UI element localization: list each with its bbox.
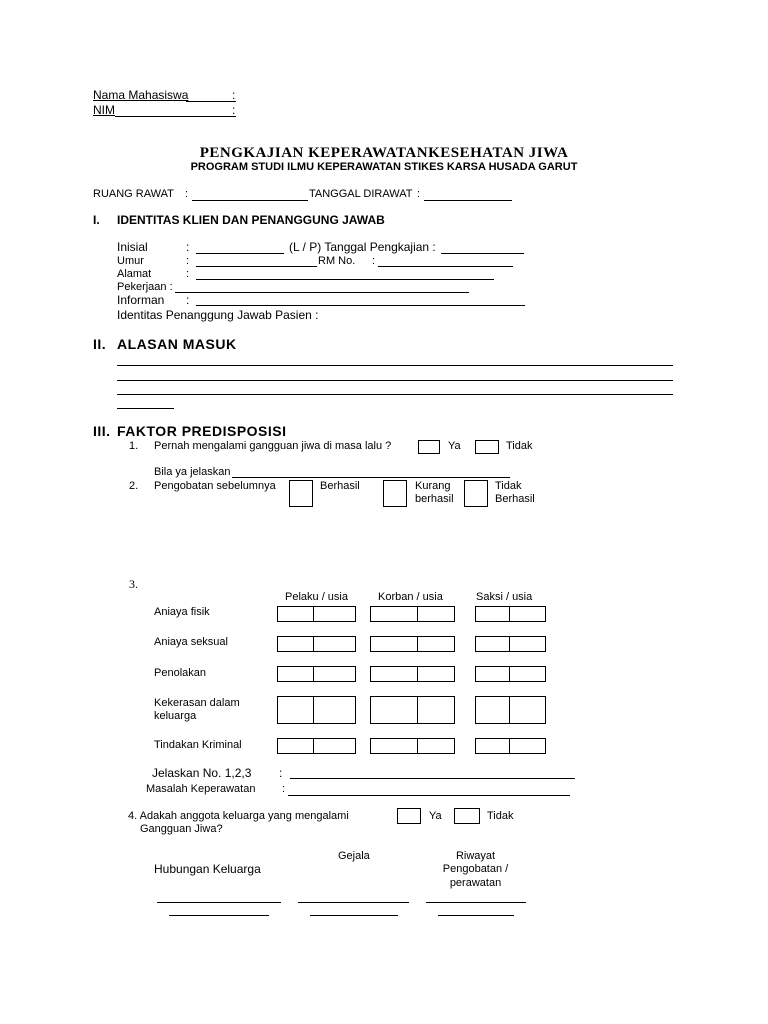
ya-label: Ya: [448, 440, 461, 452]
colon: :: [232, 88, 236, 102]
hubungan-keluarga-line[interactable]: [157, 902, 281, 903]
korban-cell[interactable]: [370, 666, 418, 682]
hubungan-keluarga-header: Hubungan Keluarga: [154, 862, 261, 876]
column-pelaku: Pelaku / usia: [285, 591, 348, 603]
tidak-berhasil-checkbox[interactable]: [464, 480, 488, 507]
tidak-label: Tidak: [506, 440, 533, 452]
pelaku-cell[interactable]: [277, 606, 314, 622]
masalah-keperawatan-line[interactable]: [288, 795, 570, 796]
pelaku-usia-cell[interactable]: [313, 636, 356, 652]
pelaku-usia-cell[interactable]: [313, 696, 356, 724]
korban-usia-cell[interactable]: [417, 696, 455, 724]
pelaku-cell[interactable]: [277, 666, 314, 682]
colon: :: [417, 188, 421, 200]
riwayat-header: Riwayat: [455, 850, 496, 862]
ya-label: Ya: [429, 810, 442, 822]
bila-ya-line[interactable]: [232, 477, 510, 478]
pekerjaan-label: Pekerjaan :: [117, 281, 173, 293]
colon: :: [186, 268, 190, 280]
column-saksi: Saksi / usia: [476, 591, 533, 603]
jelaskan-label: Jelaskan No. 1,2,3: [152, 766, 252, 780]
riwayat-line[interactable]: [438, 915, 514, 916]
pelaku-usia-cell[interactable]: [313, 738, 356, 754]
saksi-cell[interactable]: [475, 666, 510, 682]
lp-tanggal-pengkajian-label: (L / P) Tanggal Pengkajian :: [289, 240, 436, 254]
section-2-number: II.: [93, 336, 107, 352]
tidak-berhasil-label: Berhasil: [495, 493, 535, 505]
row-tindakan-kriminal: Tindakan Kriminal: [154, 739, 242, 751]
pelaku-cell[interactable]: [277, 696, 314, 724]
section-2-title: ALASAN MASUK: [117, 336, 237, 352]
saksi-usia-cell[interactable]: [509, 666, 546, 682]
informan-line[interactable]: [196, 305, 525, 306]
alamat-label: Alamat: [117, 268, 152, 280]
bila-ya-label: Bila ya jelaskan: [154, 466, 231, 478]
ya-checkbox[interactable]: [418, 440, 440, 454]
tanggal-dirawat-line[interactable]: [424, 200, 512, 201]
alasan-masuk-line[interactable]: [117, 394, 673, 395]
row-aniaya-seksual: Aniaya seksual: [154, 636, 228, 648]
inisial-label: Inisial: [117, 240, 148, 254]
colon: :: [186, 240, 190, 254]
tanggal-pengkajian-line[interactable]: [441, 253, 524, 254]
row-kekerasan-dalam: Kekerasan dalam: [154, 697, 240, 709]
saksi-cell[interactable]: [475, 636, 510, 652]
korban-usia-cell[interactable]: [417, 606, 455, 622]
question-2-number: 2.: [129, 480, 139, 492]
nama-mahasiswa-line[interactable]: [186, 101, 236, 102]
riwayat-header-3: perawatan: [449, 877, 502, 889]
alamat-line[interactable]: [196, 279, 494, 280]
saksi-cell[interactable]: [475, 606, 510, 622]
question-4-text-2: Gangguan Jiwa?: [140, 823, 223, 835]
penanggung-jawab-label: Identitas Penanggung Jawab Pasien :: [117, 308, 319, 322]
kurang-label: Kurang: [415, 480, 451, 492]
colon: :: [372, 255, 376, 267]
question-1-text: Pernah mengalami gangguan jiwa di masa lalu ?: [154, 440, 392, 452]
kurang-berhasil-checkbox[interactable]: [383, 480, 407, 507]
colon: :: [185, 188, 189, 200]
korban-cell[interactable]: [370, 606, 418, 622]
informan-label: Informan: [117, 293, 165, 307]
page-subtitle: PROGRAM STUDI ILMU KEPERAWATAN STIKES KARSA HUSADA GARUT: [190, 161, 578, 173]
column-korban: Korban / usia: [378, 591, 443, 603]
ruang-rawat-line[interactable]: [192, 200, 308, 201]
korban-usia-cell[interactable]: [417, 666, 455, 682]
saksi-usia-cell[interactable]: [509, 738, 546, 754]
colon: :: [232, 103, 236, 117]
section-1-title: IDENTITAS KLIEN DAN PENANGGUNG JAWAB: [117, 213, 385, 227]
pelaku-cell[interactable]: [277, 636, 314, 652]
saksi-usia-cell[interactable]: [509, 636, 546, 652]
section-1-number: I.: [93, 213, 100, 227]
kurang-berhasil-label: berhasil: [415, 493, 454, 505]
question-4-text: 4. Adakah anggota keluarga yang mengalami: [128, 810, 349, 822]
korban-cell[interactable]: [370, 696, 418, 724]
colon: :: [279, 766, 283, 780]
question-1-number: 1.: [129, 440, 139, 452]
rm-no-label: RM No.: [318, 255, 356, 267]
tanggal-dirawat-label: TANGGAL DIRAWAT: [309, 188, 413, 200]
berhasil-checkbox[interactable]: [289, 480, 313, 507]
pelaku-usia-cell[interactable]: [313, 606, 356, 622]
row-penolakan: Penolakan: [154, 667, 206, 679]
saksi-cell[interactable]: [475, 738, 510, 754]
ya-checkbox[interactable]: [397, 808, 421, 824]
gejala-line[interactable]: [310, 915, 398, 916]
row-keluarga: keluarga: [154, 710, 197, 722]
row-aniaya-fisik: Aniaya fisik: [154, 606, 210, 618]
masalah-keperawatan-label: Masalah Keperawatan: [146, 783, 256, 795]
rm-no-line[interactable]: [378, 266, 513, 267]
ruang-rawat-label: RUANG RAWAT: [93, 188, 174, 200]
colon: :: [282, 783, 286, 795]
korban-cell[interactable]: [370, 636, 418, 652]
riwayat-line[interactable]: [426, 902, 526, 903]
question-3-number: 3.: [129, 577, 138, 591]
korban-cell[interactable]: [370, 738, 418, 754]
saksi-usia-cell[interactable]: [509, 696, 546, 724]
berhasil-label: Berhasil: [320, 480, 360, 492]
section-3-number: III.: [93, 423, 111, 439]
korban-usia-cell[interactable]: [417, 738, 455, 754]
pelaku-usia-cell[interactable]: [313, 666, 356, 682]
saksi-cell[interactable]: [475, 696, 510, 724]
tidak-label: Tidak: [487, 810, 514, 822]
tidak-checkbox[interactable]: [475, 440, 499, 454]
gejala-line[interactable]: [298, 902, 409, 903]
riwayat-header-2: Pengobatan /: [442, 863, 509, 875]
tidak-checkbox[interactable]: [454, 808, 480, 824]
colon: :: [186, 255, 190, 267]
jelaskan-line[interactable]: [290, 778, 575, 779]
section-3-title: FAKTOR PREDISPOSISI: [117, 423, 287, 439]
tidak-b-label: Tidak: [495, 480, 522, 492]
nama-mahasiswa-label: Nama Mahasiswa: [93, 88, 189, 102]
gejala-header: Gejala: [338, 850, 370, 862]
page-title: PENGKAJIAN KEPERAWATANKESEHATAN JIWA: [199, 145, 569, 161]
nim-label: NIM: [93, 103, 115, 117]
pekerjaan-line[interactable]: [175, 292, 469, 293]
umur-line[interactable]: [196, 266, 317, 267]
hubungan-keluarga-line[interactable]: [169, 915, 269, 916]
colon: :: [186, 293, 190, 307]
alasan-masuk-line[interactable]: [117, 365, 673, 366]
question-2-text: Pengobatan sebelumnya: [154, 480, 276, 492]
alasan-masuk-line[interactable]: [117, 380, 673, 381]
korban-usia-cell[interactable]: [417, 636, 455, 652]
inisial-line[interactable]: [196, 253, 284, 254]
pelaku-cell[interactable]: [277, 738, 314, 754]
saksi-usia-cell[interactable]: [509, 606, 546, 622]
nim-line[interactable]: [115, 116, 236, 117]
alasan-masuk-line[interactable]: [117, 408, 174, 409]
umur-label: Umur: [117, 255, 144, 267]
